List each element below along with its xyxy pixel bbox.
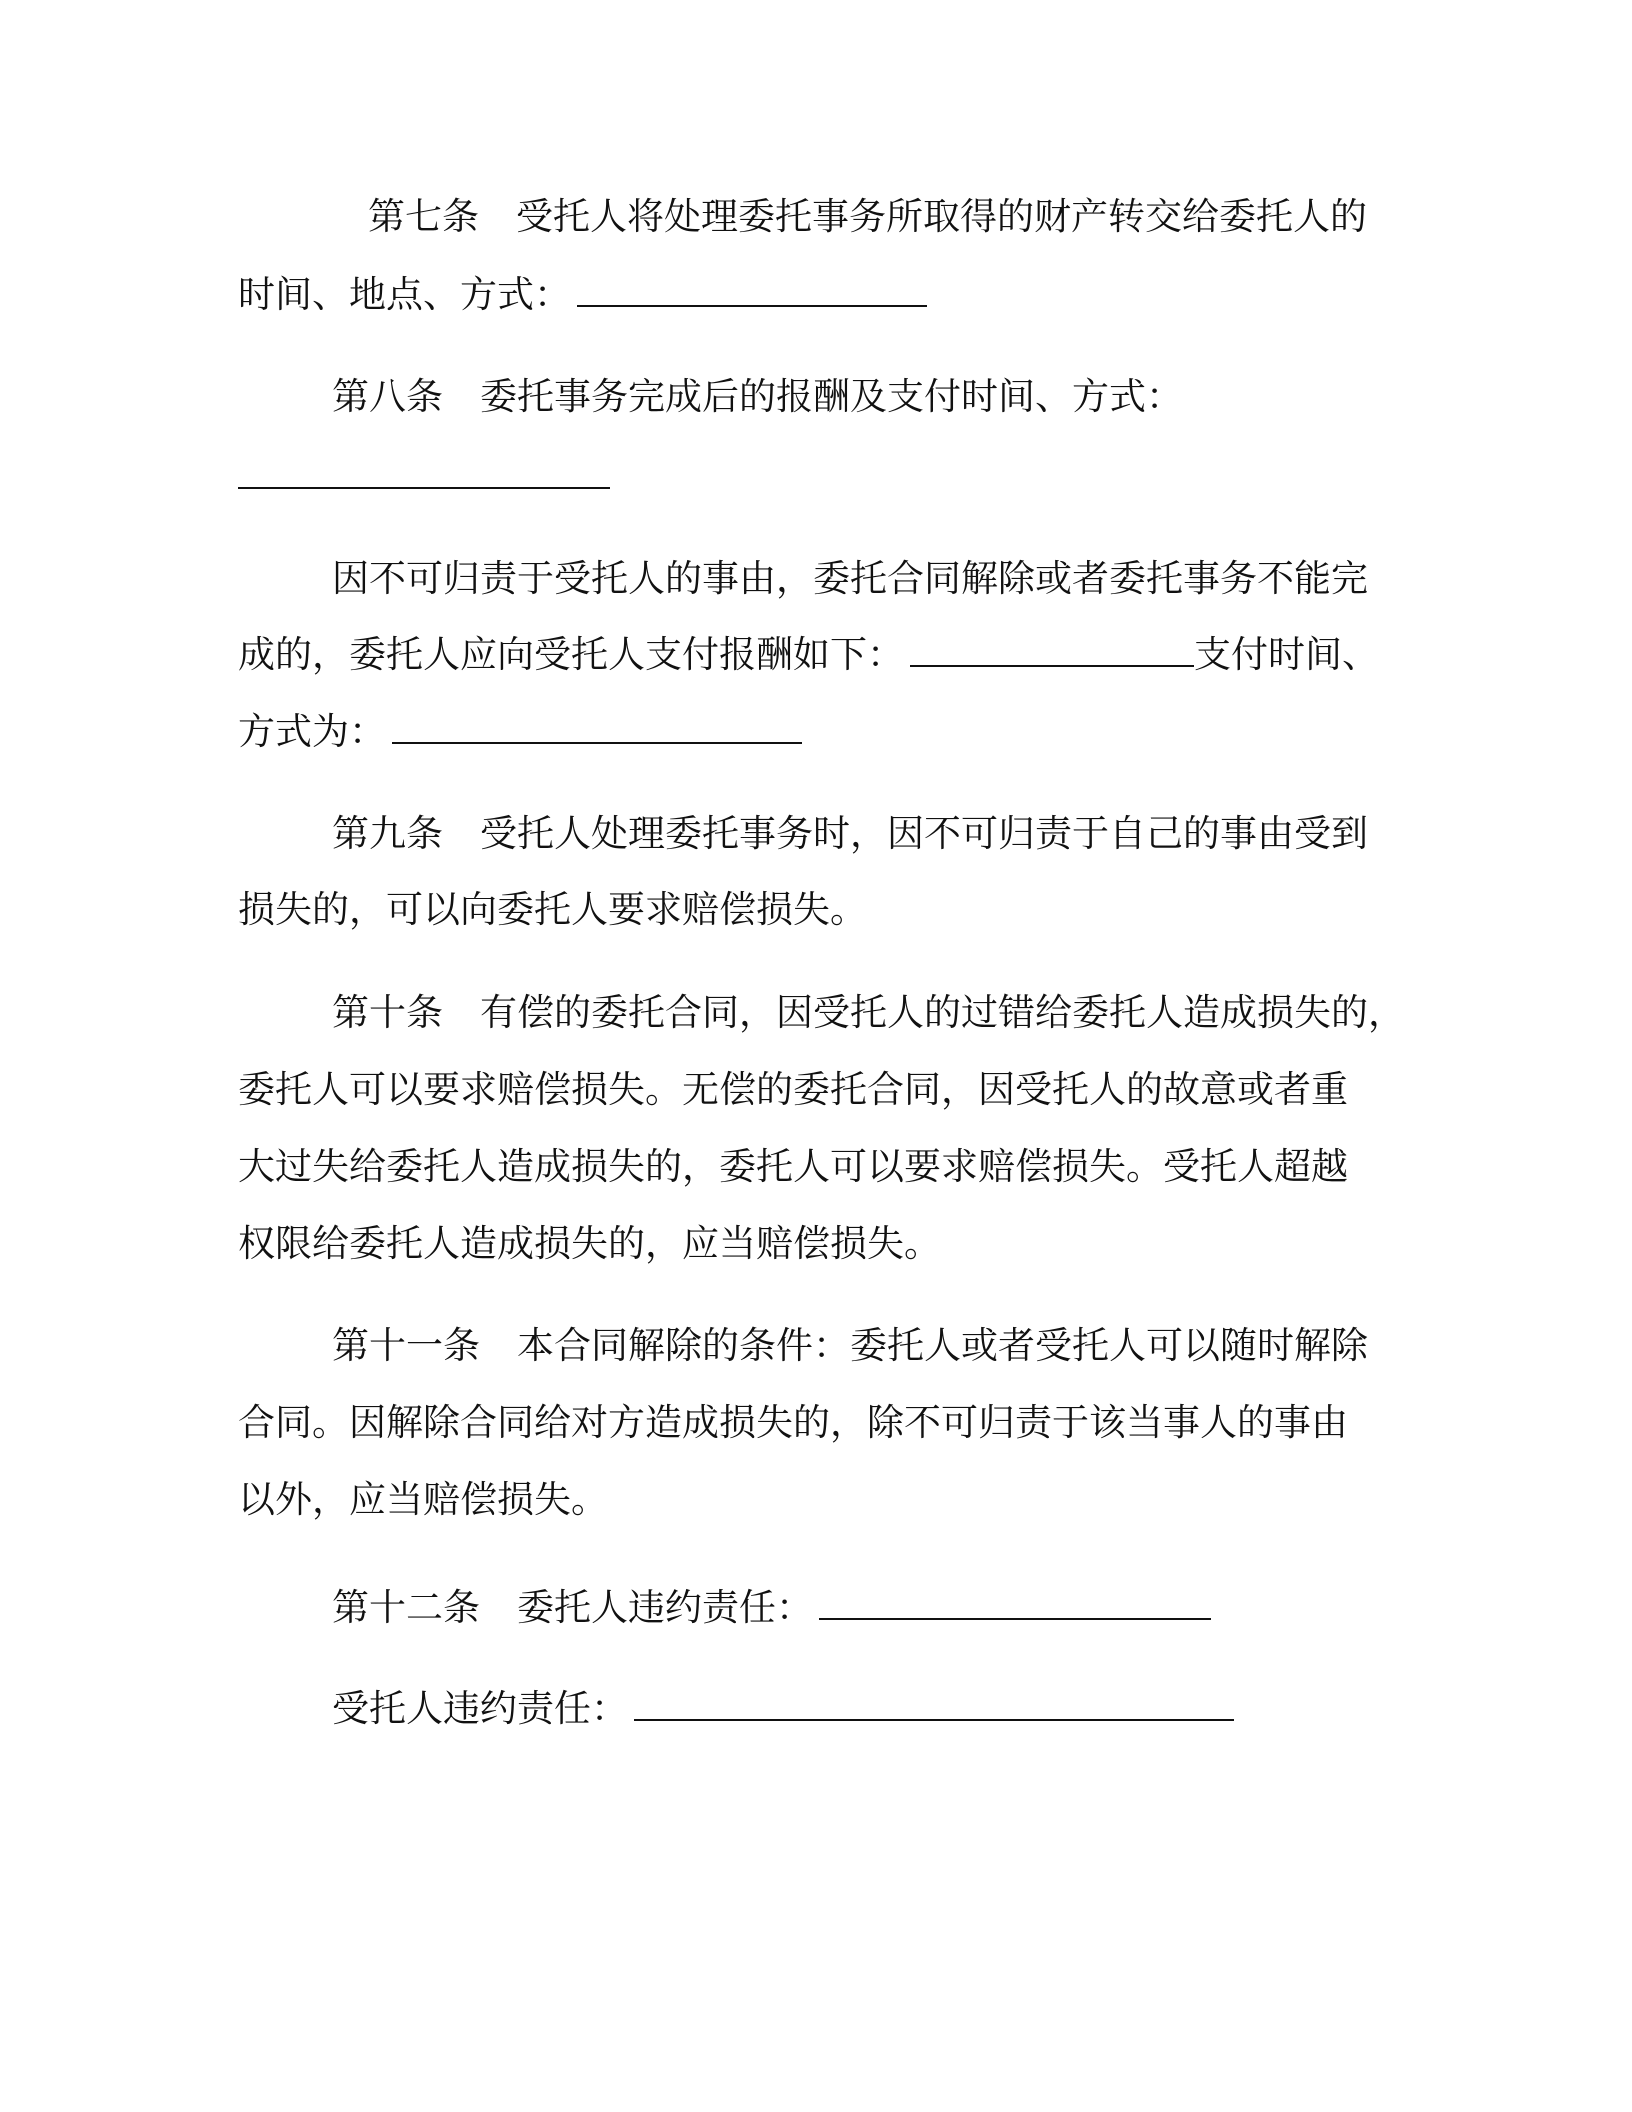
- article-9-line-2: 损失的，可以向委托人要求赔偿损失。: [238, 888, 867, 931]
- article-7-line-2: 时间、地点、方式：: [238, 271, 927, 319]
- article-8-para2-line-3: 方式为：: [238, 708, 802, 756]
- article-10-line-1: 第十条 有偿的委托合同，因受托人的过错给委托人造成损失的，: [332, 991, 1405, 1034]
- fill-blank-agent-liability[interactable]: [634, 1685, 1234, 1721]
- article-7-line-1: 第七条 受托人将处理委托事务所取得的财产转交给委托人的: [368, 195, 1367, 238]
- article-9-line-1: 第九条 受托人处理委托事务时，因不可归责于自己的事由受到: [332, 812, 1368, 855]
- article-12-line-2: 受托人违约责任：: [332, 1685, 1234, 1733]
- article-11-line-3: 以外，应当赔偿损失。: [238, 1478, 608, 1521]
- article-11-line-1: 第十一条 本合同解除的条件：委托人或者受托人可以随时解除: [332, 1324, 1368, 1367]
- fill-blank-payment-method[interactable]: [392, 708, 802, 744]
- fill-blank-remuneration[interactable]: [238, 453, 610, 489]
- fill-blank-principal-liability[interactable]: [819, 1584, 1211, 1620]
- article-8-blank-line: [238, 453, 610, 501]
- article-8-line-1: 第八条 委托事务完成后的报酬及支付时间、方式：: [332, 375, 1183, 418]
- article-10-line-4: 权限给委托人造成损失的，应当赔偿损失。: [238, 1222, 941, 1265]
- fill-blank-transfer-details[interactable]: [577, 271, 927, 307]
- fill-blank-compensation[interactable]: [910, 631, 1194, 667]
- article-11-line-2: 合同。因解除合同给对方造成损失的，除不可归责于该当事人的事由: [238, 1401, 1348, 1444]
- article-10-line-2: 委托人可以要求赔偿损失。无偿的委托合同，因受托人的故意或者重: [238, 1068, 1348, 1111]
- article-10-line-3: 大过失给委托人造成损失的，委托人可以要求赔偿损失。受托人超越: [238, 1145, 1348, 1188]
- article-8-para2-line-1: 因不可归责于受托人的事由，委托合同解除或者委托事务不能完: [332, 557, 1368, 600]
- article-8-para2-line-2: 成的，委托人应向受托人支付报酬如下： 支付时间、: [238, 633, 1379, 676]
- article-12-line-1: 第十二条 委托人违约责任：: [332, 1584, 1211, 1632]
